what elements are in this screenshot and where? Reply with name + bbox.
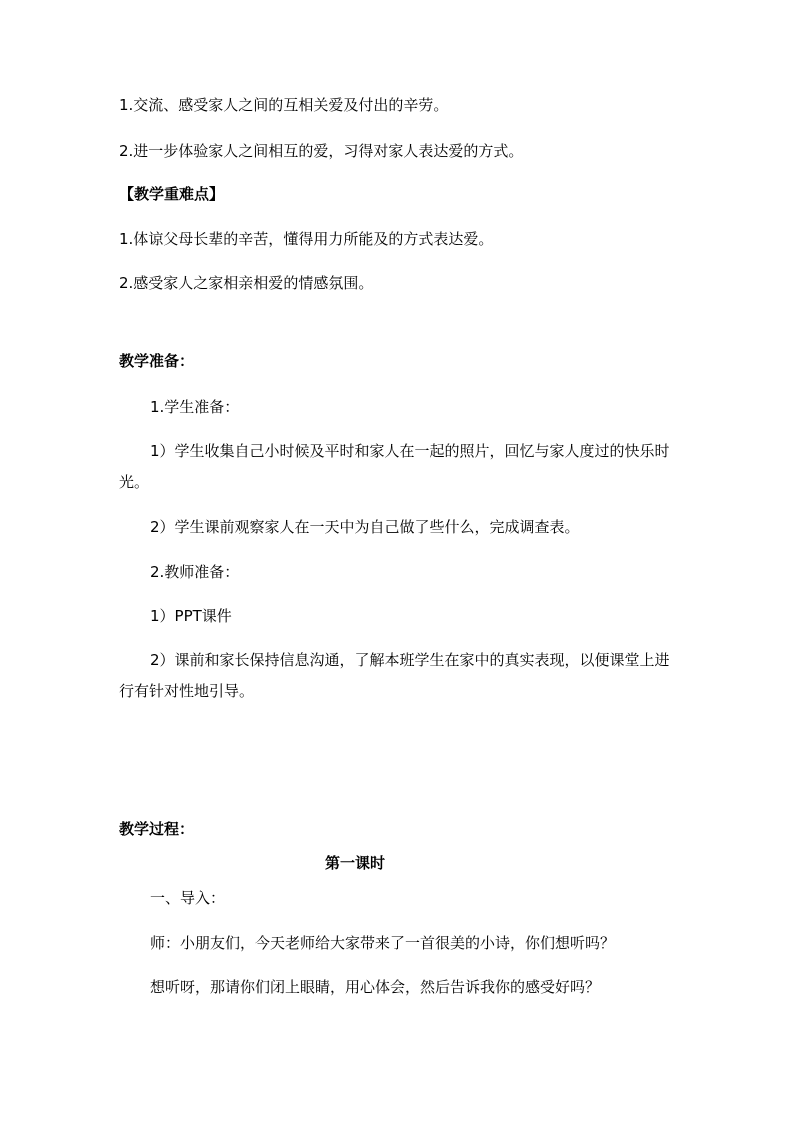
section-intro-heading: 一、导入： (150, 889, 226, 907)
process-line-2: 想听呀，那请你们闭上眼睛，用心体会，然后告诉我你的感受好吗？ (150, 978, 601, 996)
key-point-item-1: 1.体谅父母长辈的辛苦，懂得用力所能及的方式表达爱。 (119, 230, 494, 248)
student-prep-item-1: 1）学生收集自己小时候及平时和家人在一起的照片，回忆与家人度过的快乐时光。 (119, 442, 670, 491)
goal-item-2: 2.进一步体验家人之间相互的爱，习得对家人表达爱的方式。 (119, 142, 524, 160)
preparation-heading: 教学准备： (119, 352, 195, 370)
teacher-prep-item-2: 2）课前和家长保持信息沟通，了解本班学生在家中的真实表现，以便课堂上进行有针对性地引导。 (119, 651, 670, 700)
goal-item-1: 1.交流、感受家人之间的互相关爱及付出的辛劳。 (119, 96, 449, 114)
teacher-prep-item-1: 1）PPT课件 (150, 607, 232, 625)
lesson-title: 第一课时 (324, 854, 385, 872)
student-prep-heading: 1.学生准备： (150, 398, 240, 416)
key-point-item-2: 2.感受家人之家相亲相爱的情感氛围。 (119, 274, 374, 292)
key-points-heading: 【教学重难点】 (119, 185, 225, 203)
student-prep-item-2: 2）学生课前观察家人在一天中为自己做了些什么，完成调查表。 (150, 518, 580, 536)
process-heading: 教学过程： (119, 820, 195, 838)
process-line-1: 师：小朋友们，今天老师给大家带来了一首很美的小诗，你们想听吗？ (150, 934, 616, 952)
teacher-prep-heading: 2.教师准备： (150, 563, 240, 581)
